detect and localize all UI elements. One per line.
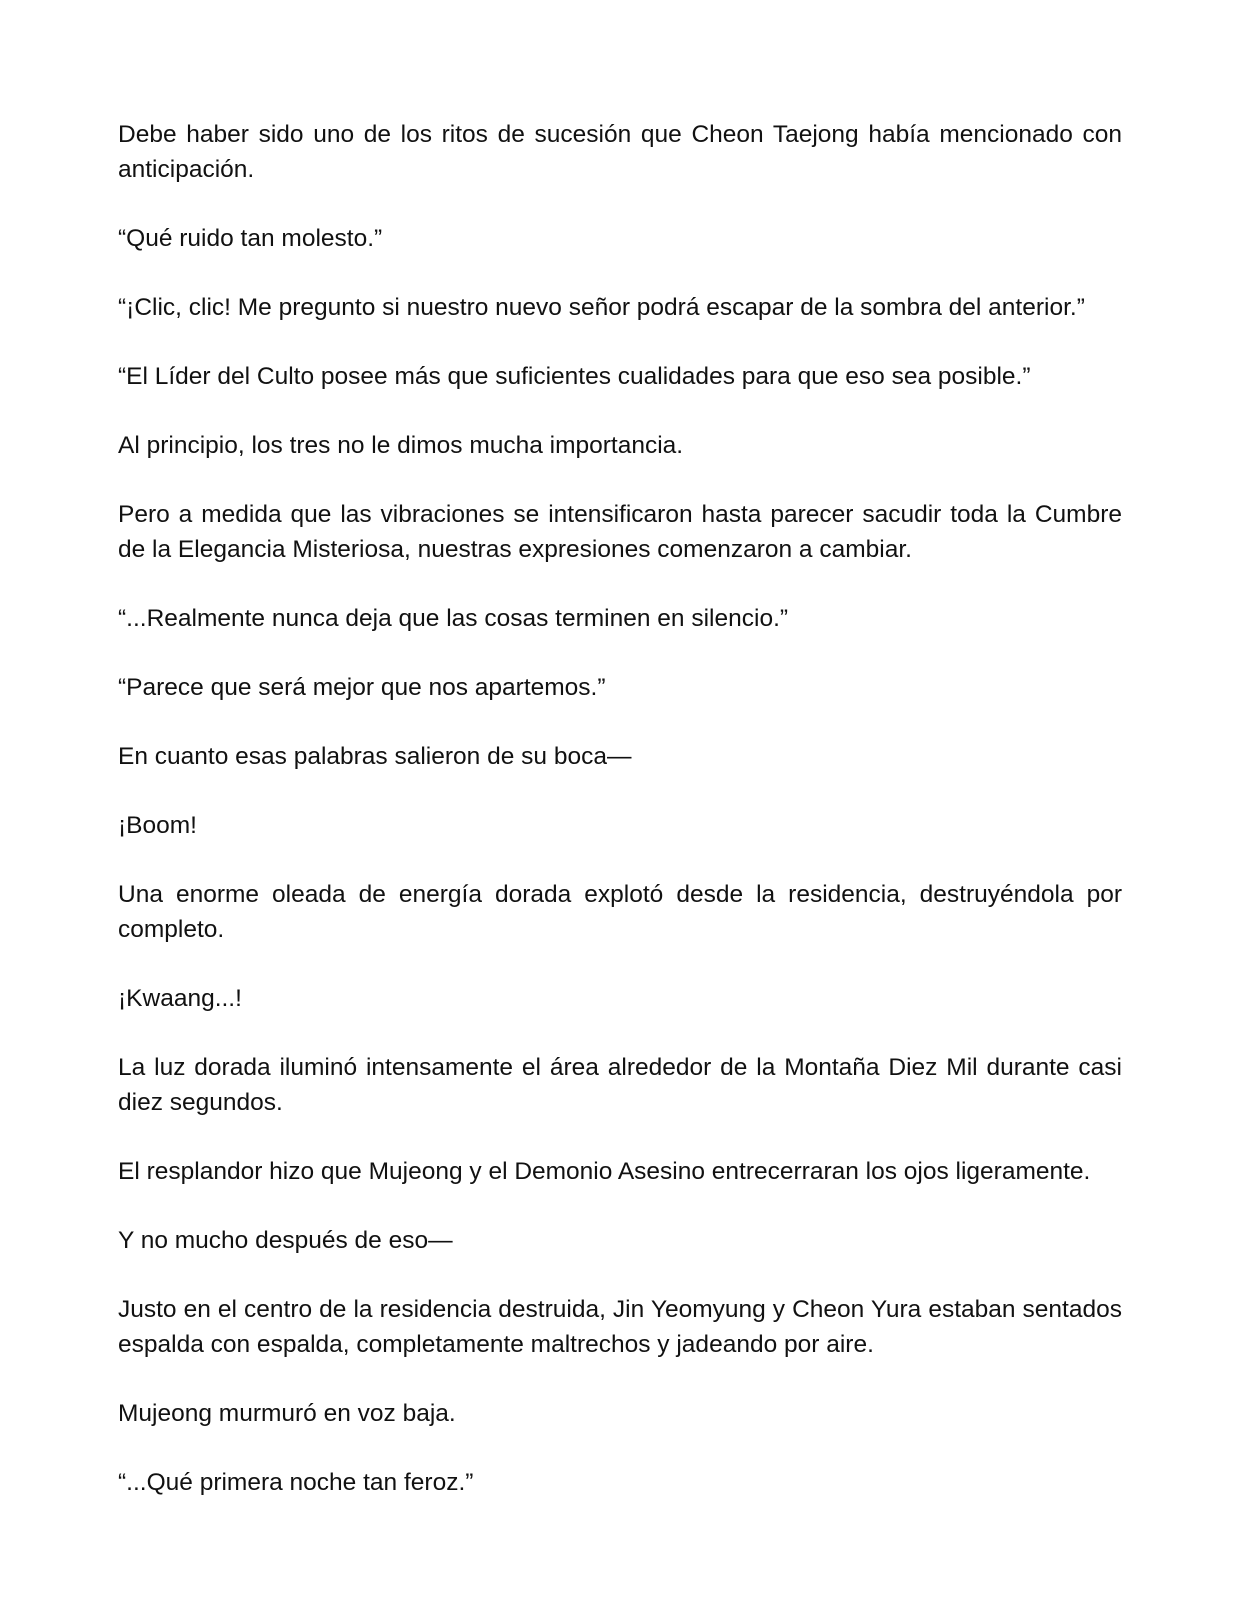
paragraph: “El Líder del Culto posee más que suficientes cualidades para que eso sea posible.” [118,363,1031,390]
paragraph: “...Qué primera noche tan feroz.” [118,1469,474,1496]
paragraph: “Qué ruido tan molesto.” [118,225,383,252]
paragraph: “...Realmente nunca deja que las cosas terminen en silencio.” [118,605,789,632]
paragraph: Pero a medida que las vibraciones se intensificaron hasta parecer sacudir toda la Cumbre de la Elegancia Misteriosa, nuestras expresiones comenzaron a cambiar. [118,501,1122,563]
paragraph: “Parece que será mejor que nos apartemos.” [118,674,606,701]
paragraph: ¡Boom! [118,812,197,839]
paragraph: En cuanto esas palabras salieron de su boca— [118,743,632,770]
paragraph: Justo en el centro de la residencia destruida, Jin Yeomyung y Cheon Yura estaban sentados espalda con espalda, completamente maltrechos y jadeando por aire. [118,1296,1122,1358]
paragraph: Al principio, los tres no le dimos mucha importancia. [118,432,684,459]
paragraph: Una enorme oleada de energía dorada explotó desde la residencia, destruyéndola por completo. [118,881,1122,943]
paragraph: El resplandor hizo que Mujeong y el Demonio Asesino entrecerraran los ojos ligeramente. [118,1158,1091,1185]
paragraph: Mujeong murmuró en voz baja. [118,1400,456,1427]
document-body [118,117,1122,1534]
paragraph: Debe haber sido uno de los ritos de sucesión que Cheon Taejong había mencionado con anticipación. [118,121,1122,183]
paragraph: “¡Clic, clic! Me pregunto si nuestro nuevo señor podrá escapar de la sombra del anterior.” [118,294,1085,321]
paragraph: Y no mucho después de eso— [118,1227,453,1254]
paragraph: ¡Kwaang...! [118,985,242,1012]
paragraph: La luz dorada iluminó intensamente el área alrededor de la Montaña Diez Mil durante casi diez segundos. [118,1054,1122,1116]
